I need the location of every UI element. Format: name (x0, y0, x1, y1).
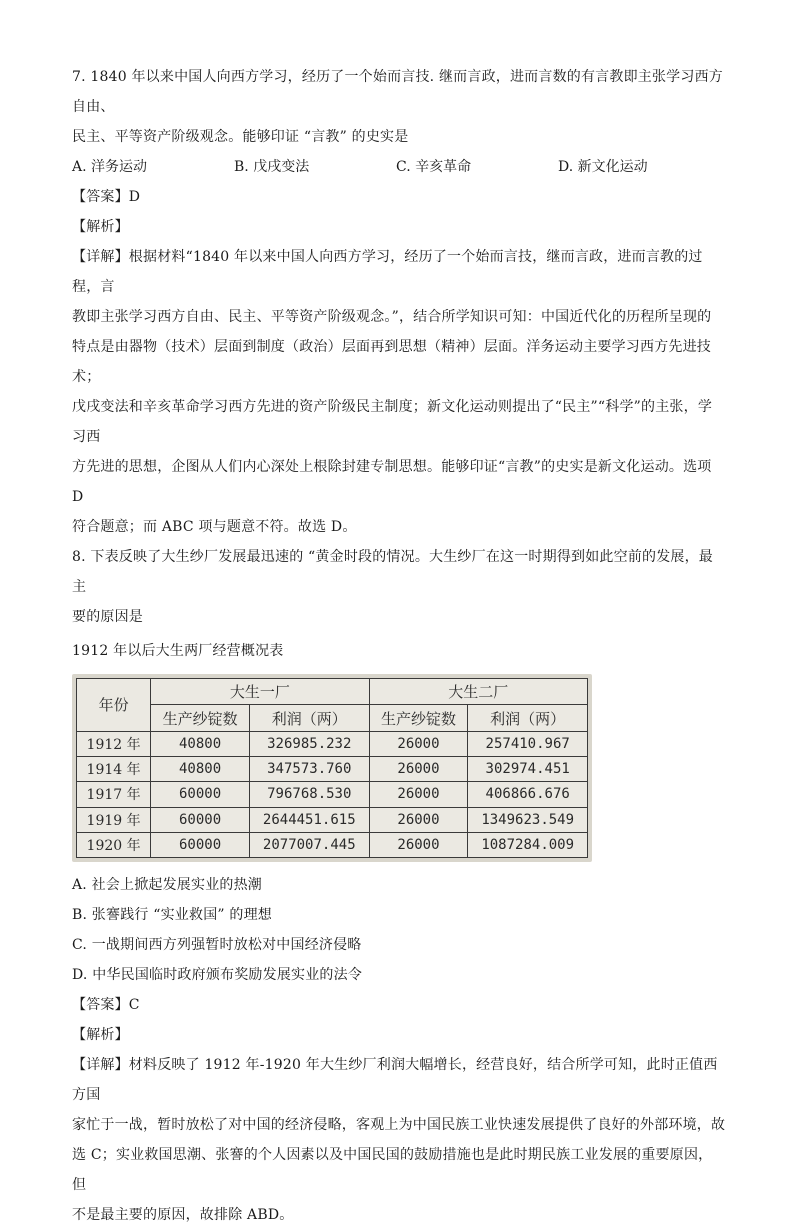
cell-f2-profit: 1349623.549 (468, 807, 588, 832)
cell-f2-spindles: 26000 (369, 782, 468, 807)
q7-explain-line3: 特点是由器物（技术）层面到制度（政治）层面再到思想（精神）层面。洋务运动主要学习西方先进技术； (72, 339, 711, 385)
q8-analysis-label: 【解析】 (72, 1027, 129, 1043)
q8-stem-line2: 要的原因是 (72, 609, 143, 625)
q8-explain-line4: 不是最主要的原因，故排除 ABD。 (72, 1207, 294, 1223)
q7-explain-line2: 教即主张学习西方自由、民主、平等资产阶级观念。”，结合所学知识可知：中国近代化的历程所呈现的 (72, 309, 712, 325)
q7-option-b: B. 戊戌变法 (234, 159, 310, 175)
q8-option-c: C. 一战期间西方列强暂时放松对中国经济侵略 (72, 937, 362, 953)
header-year: 年份 (77, 679, 151, 732)
table-row (77, 757, 588, 782)
header-factory2: 大生二厂 (369, 679, 587, 705)
q8-answer: 【答案】C (72, 997, 140, 1013)
q7-explain-line4: 戊戌变法和辛亥革命学习西方先进的资产阶级民主制度；新文化运动则提出了“民主”“科学”的主张，学习西 (72, 399, 713, 445)
cell-f1-spindles: 40800 (151, 731, 250, 756)
q7-stem-line2: 民主、平等资产阶级观念。能够印证 “言教” 的史实是 (72, 129, 409, 145)
cell-year: 1914 年 (77, 757, 151, 782)
q7-option-a: A. 洋务运动 (72, 159, 148, 175)
cell-year: 1919 年 (77, 807, 151, 832)
cell-f2-spindles: 26000 (369, 807, 468, 832)
cell-f1-profit: 2077007.445 (249, 832, 369, 857)
q8-options (72, 870, 726, 990)
header-f2-profit: 利润（两） (468, 705, 588, 731)
header-f1-spindles: 生产纱锭数 (151, 705, 250, 731)
cell-f1-spindles: 60000 (151, 782, 250, 807)
q8-option-b: B. 张謇践行 “实业救国” 的理想 (72, 907, 273, 923)
header-f1-profit: 利润（两） (249, 705, 369, 731)
table-row (77, 807, 588, 832)
q7-stem-line1: 7. 1840 年以来中国人向西方学习，经历了一个始而言技. 继而言政，进而言数的有言教即主张学习西方自由、 (72, 69, 723, 115)
q8-explain-line1: 【详解】材料反映了 1912 年-1920 年大生纱厂利润大幅增长，经营良好，结合所学可知，此时正值西方国 (72, 1057, 718, 1103)
cell-f1-spindles: 60000 (151, 832, 250, 857)
q7-option-c: C. 辛亥革命 (396, 159, 472, 175)
q7-option-d: D. 新文化运动 (558, 159, 648, 175)
header-factory1: 大生一厂 (151, 679, 369, 705)
table-row (77, 782, 588, 807)
cell-f2-profit: 406866.676 (468, 782, 588, 807)
q7-explain-line6: 符合题意；而 ABC 项与题意不符。故选 D。 (72, 519, 357, 535)
header-f2-spindles: 生产纱锭数 (369, 705, 468, 731)
q7-answer: 【答案】D (72, 189, 141, 205)
cell-f1-profit: 347573.760 (249, 757, 369, 782)
cell-f2-spindles: 26000 (369, 757, 468, 782)
q7-explain-line5: 方先进的思想，企图从人们内心深处上根除封建专制思想。能够印证“言教”的史实是新文化运动。选项 D (72, 459, 712, 505)
cell-year: 1912 年 (77, 731, 151, 756)
cell-f1-profit: 326985.232 (249, 731, 369, 756)
q7-explain-line1: 【详解】根据材料“1840 年以来中国人向西方学习，经历了一个始而言技，继而言政，进而言教的过程，言 (72, 249, 703, 295)
cell-f2-profit: 257410.967 (468, 731, 588, 756)
q8-option-a: A. 社会上掀起发展实业的热潮 (72, 877, 263, 893)
cell-f1-profit: 2644451.615 (249, 807, 369, 832)
q8-explain-line2: 家忙于一战，暂时放松了对中国的经济侵略，客观上为中国民族工业快速发展提供了良好的外部环境，故 (72, 1117, 726, 1133)
cell-f1-profit: 796768.530 (249, 782, 369, 807)
q8-stem-line1: 8. 下表反映了大生纱厂发展最迅速的 “黄金时段的情况。大生纱厂在这一时期得到如此空前的发展，最主 (72, 549, 714, 595)
q7-analysis-label: 【解析】 (72, 219, 129, 235)
cell-f1-spindles: 40800 (151, 757, 250, 782)
document-page (72, 62, 726, 1230)
cell-year: 1917 年 (77, 782, 151, 807)
q7-options (72, 152, 726, 182)
table-row (77, 832, 588, 857)
cell-year: 1920 年 (77, 832, 151, 857)
table-photo (72, 674, 592, 862)
factory-table (76, 678, 588, 858)
cell-f2-spindles: 26000 (369, 731, 468, 756)
cell-f2-profit: 1087284.009 (468, 832, 588, 857)
table-row (77, 731, 588, 756)
q8-option-d: D. 中华民国临时政府颁布奖励发展实业的法令 (72, 967, 363, 983)
cell-f2-spindles: 26000 (369, 832, 468, 857)
cell-f2-profit: 302974.451 (468, 757, 588, 782)
q8-explain-line3: 选 C；实业救国思潮、张謇的个人因素以及中国民国的鼓励措施也是此时期民族工业发展的重要原因，但 (72, 1147, 713, 1193)
table-caption: 1912 年以后大生两厂经营概况表 (72, 643, 284, 659)
cell-f1-spindles: 60000 (151, 807, 250, 832)
